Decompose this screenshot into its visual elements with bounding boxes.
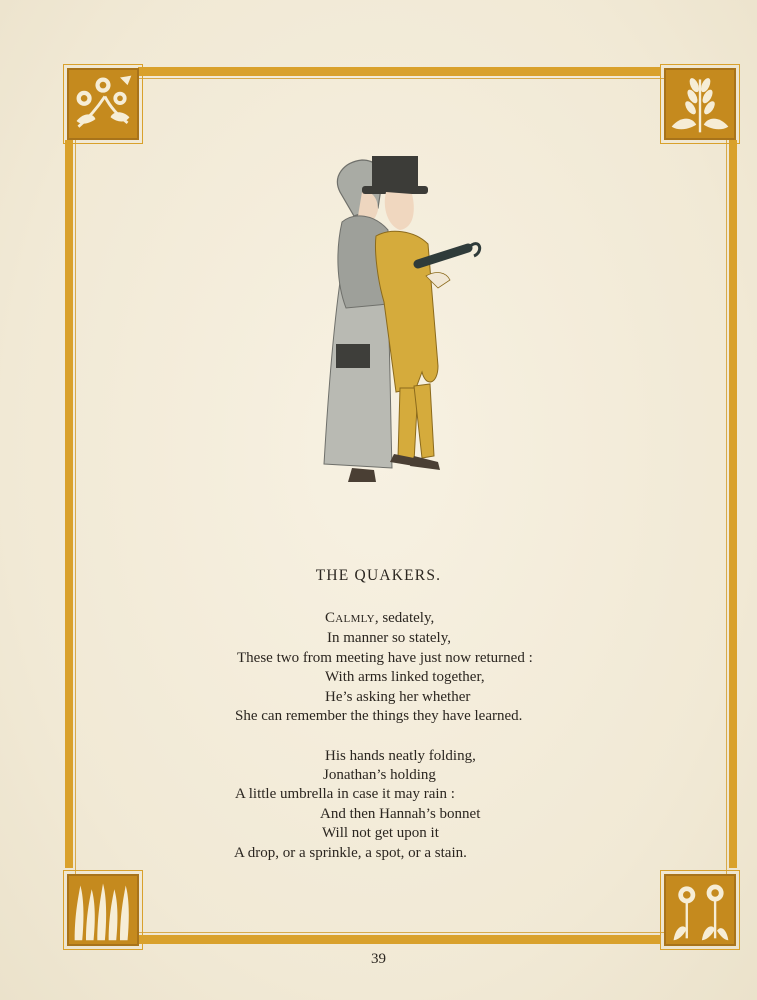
frame-border-left <box>65 140 73 868</box>
poem-line: Jonathan’s holding <box>323 767 436 783</box>
poem-title: THE QUAKERS. <box>315 567 442 584</box>
poem-line: A little umbrella in case it may rain : <box>235 786 455 802</box>
poem-line: And then Hannah’s bonnet <box>320 806 481 822</box>
corner-ornament-daisies-bottom-right <box>664 874 736 946</box>
poem-line: Will not get upon it <box>322 825 439 841</box>
poem-line: A drop, or a sprinkle, a spot, or a stain. <box>234 845 467 861</box>
poem-line: He’s asking her whether <box>325 689 471 705</box>
corner-ornament-leaves-bottom-left <box>67 874 139 946</box>
poem-line-text: , sedately, <box>374 610 435 626</box>
poem-line: In manner so stately, <box>327 630 451 646</box>
frame-border-right <box>729 140 737 868</box>
poem-line: His hands neatly folding, <box>325 748 476 764</box>
page-number: 39 <box>371 951 386 967</box>
frame-border-bottom <box>138 935 661 944</box>
poem-line <box>325 609 434 627</box>
quaker-couple-illustration <box>318 152 488 492</box>
poem-first-word: Calmly <box>325 610 375 626</box>
woman-figure <box>324 160 392 482</box>
corner-ornament-wheat-top-right <box>664 68 736 140</box>
poem-line: These two from meeting have just now returned : <box>237 650 533 666</box>
poem-line: She can remember the things they have learned. <box>235 708 523 724</box>
poem-line: With arms linked together, <box>325 669 485 685</box>
frame-border-top <box>138 67 661 76</box>
corner-ornament-flower-top-left <box>67 68 139 140</box>
